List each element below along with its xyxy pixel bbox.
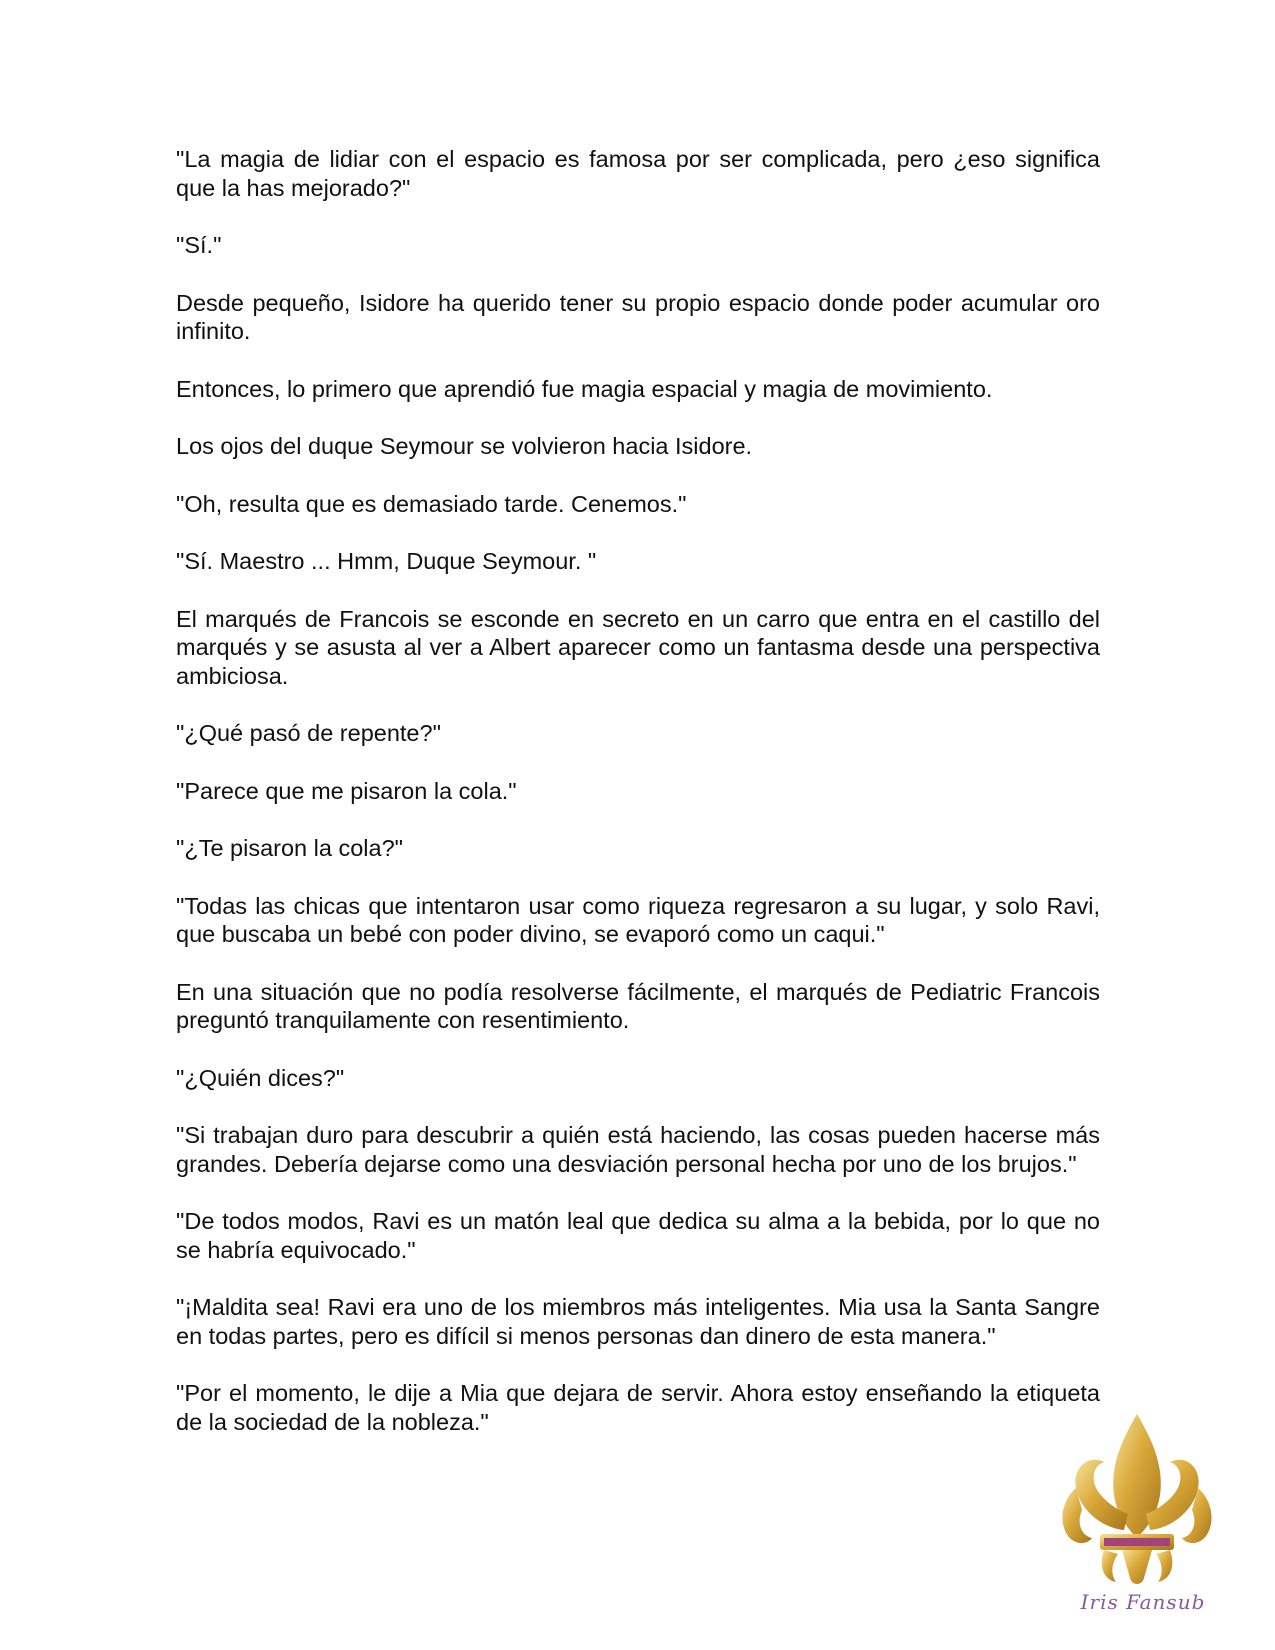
paragraph: "Si trabajan duro para descubrir a quién está haciendo, las cosas pueden hacerse más grandes. Debería dejarse como una desviación personal hecha por uno de los brujos." [176, 1122, 1100, 1177]
paragraph: "¡Maldita sea! Ravi era uno de los miembros más inteligentes. Mia usa la Santa Sangre en todas partes, pero es difícil si menos personas dan dinero de esta manera." [176, 1294, 1100, 1349]
paragraph: "Por el momento, le dije a Mia que dejara de servir. Ahora estoy enseñando la etiqueta de la sociedad de la nobleza." [176, 1380, 1100, 1435]
paragraph: Los ojos del duque Seymour se volvieron hacia Isidore. [176, 433, 753, 459]
paragraph: "Parece que me pisaron la cola." [176, 777, 517, 804]
paragraph: "La magia de lidiar con el espacio es famosa por ser complicada, pero ¿eso significa que la has mejorado?" [176, 146, 1100, 201]
paragraph: "De todos modos, Ravi es un matón leal que dedica su alma a la bebida, por lo que no se habría equivocado." [176, 1208, 1100, 1263]
paragraph: Desde pequeño, Isidore ha querido tener su propio espacio donde poder acumular oro infinito. [176, 289, 1100, 344]
paragraph: El marqués de Francois se esconde en secreto en un carro que entra en el castillo del marqués y se asusta al ver a Albert aparecer como un fantasma desde una perspectiva ambiciosa. [176, 605, 1100, 689]
watermark-caption: Iris Fansub [1080, 1590, 1206, 1614]
paragraph: "Oh, resulta que es demasiado tarde. Cenemos." [176, 490, 687, 517]
paragraph: "Sí." [176, 232, 222, 258]
paragraph: "¿Qué pasó de repente?" [176, 720, 441, 746]
paragraph: "¿Te pisaron la cola?" [176, 835, 403, 861]
paragraph: En una situación que no podía resolverse fácilmente, el marqués de Pediatric Francois preguntó tranquilamente con resentimiento. [176, 978, 1100, 1033]
paragraph: Entonces, lo primero que aprendió fue magia espacial y magia de movimiento. [176, 375, 993, 402]
document-body [176, 145, 1100, 1465]
paragraph: "¿Quién dices?" [176, 1064, 345, 1091]
paragraph: "Sí. Maestro ... Hmm, Duque Seymour. " [176, 548, 597, 574]
paragraph: "Todas las chicas que intentaron usar como riqueza regresaron a su lugar, y solo Ravi, que buscaba un bebé con poder divino, se evaporó como un caqui." [176, 892, 1100, 947]
